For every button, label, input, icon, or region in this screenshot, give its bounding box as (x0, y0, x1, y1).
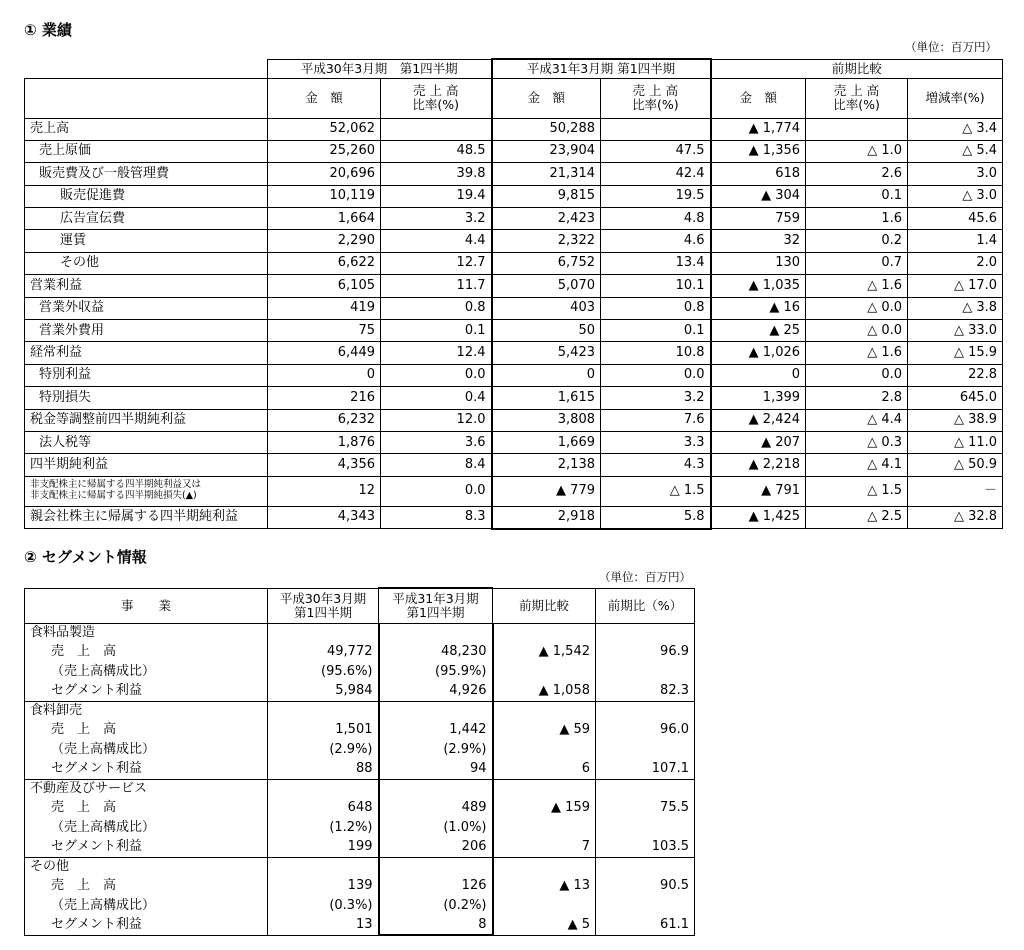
cell-r1: 0.0 (381, 476, 492, 506)
cell-r2: 0.8 (601, 297, 711, 319)
row-label: 販売費及び一般管理費 (25, 163, 268, 185)
cell-d: ▲ 304 (711, 185, 806, 207)
cell-r1: 0.4 (381, 387, 492, 409)
cell-d: ▲ 791 (711, 476, 806, 506)
cell-r2: 5.8 (601, 506, 711, 528)
cell-r1: 8.3 (381, 506, 492, 528)
row-label: 法人税等 (25, 431, 268, 453)
cell-g: △ 5.4 (908, 140, 1003, 162)
cell-dr: △ 0.0 (806, 297, 908, 319)
cell-a2: 2,322 (492, 230, 601, 252)
cell-a1: 216 (268, 387, 381, 409)
segment-name: 不動産及びサービス (25, 779, 268, 799)
cell-a2: 1,615 (492, 387, 601, 409)
cell-a2: 50 (492, 320, 601, 342)
cell-a1: 10,119 (268, 185, 381, 207)
row-label: 営業外収益 (25, 297, 268, 319)
row-label: 経常利益 (25, 342, 268, 364)
empty-cell (268, 623, 379, 643)
cell-g: 22.8 (908, 364, 1003, 386)
cell-r: 96.9 (596, 643, 695, 663)
cell-g: △ 33.0 (908, 320, 1003, 342)
cell-v2: 48,230 (379, 643, 493, 663)
cell-g: 645.0 (908, 387, 1003, 409)
cell-dr: △ 0.0 (806, 320, 908, 342)
amount-header: 金 額 (711, 78, 806, 118)
cell-r1: 0.8 (381, 297, 492, 319)
cell-a1: 20,696 (268, 163, 381, 185)
cell-v2: 126 (379, 877, 493, 897)
row-label: （売上高構成比） (25, 740, 268, 760)
cell-v2: 8 (379, 916, 493, 936)
cell-g: △ 3.8 (908, 297, 1003, 319)
cell-v1: 139 (268, 877, 379, 897)
prev-period-header: 平成30年3月期 第1四半期 (268, 588, 379, 623)
cell-r2: 10.8 (601, 342, 711, 364)
segment-name: 食料品製造 (25, 623, 268, 643)
empty-cell (493, 779, 596, 799)
cell-r1: 39.8 (381, 163, 492, 185)
cell-g: 45.6 (908, 208, 1003, 230)
row-label: 売 上 高 (25, 721, 268, 741)
cell-r2: 47.5 (601, 140, 711, 162)
row-label: （売上高構成比） (25, 896, 268, 916)
cell-r2: 4.8 (601, 208, 711, 230)
cell-d: ▲ 2,424 (711, 409, 806, 431)
row-label: 広告宣伝費 (25, 208, 268, 230)
table-row (25, 140, 1003, 162)
cell-g: △ 11.0 (908, 431, 1003, 453)
cell-dr: △ 1.6 (806, 275, 908, 297)
row-label: 営業外費用 (25, 320, 268, 342)
cell-r: 90.5 (596, 877, 695, 897)
segment-table (24, 587, 695, 936)
section1-title: ① 業績 (24, 21, 72, 39)
business-header: 事 業 (25, 588, 268, 623)
cell-r: 103.5 (596, 838, 695, 858)
table-row (25, 252, 1003, 274)
cell-d: ▲ 1,035 (711, 275, 806, 297)
cell-r2 (601, 118, 711, 140)
cell-d: ▲ 1,774 (711, 118, 806, 140)
section1-unit: （単位：百万円） (905, 40, 997, 54)
cell-v1: 13 (268, 916, 379, 936)
cell-v2: 94 (379, 760, 493, 780)
row-label: 売 上 高 (25, 643, 268, 663)
cell-v2: 206 (379, 838, 493, 858)
empty-cell (268, 857, 379, 877)
table-row (25, 799, 695, 819)
cell-v1: 88 (268, 760, 379, 780)
period-curr-header: 平成31年3月期 第1四半期 (492, 59, 711, 78)
cell-a2: 6,752 (492, 252, 601, 274)
cell-d: ▲ 25 (711, 320, 806, 342)
table-row (25, 721, 695, 741)
empty-cell (379, 779, 493, 799)
cell-v2: 1,442 (379, 721, 493, 741)
cell-d: ▲ 1,356 (711, 140, 806, 162)
cell-g: △ 50.9 (908, 454, 1003, 476)
cell-a1: 419 (268, 297, 381, 319)
change-rate-header: 増減率(%) (908, 78, 1003, 118)
cell-g: △ 32.8 (908, 506, 1003, 528)
cell-r1: 0.0 (381, 364, 492, 386)
cell-d: 618 (711, 163, 806, 185)
cell-dr: △ 2.5 (806, 506, 908, 528)
cell-g: △ 3.0 (908, 185, 1003, 207)
cell-r: 75.5 (596, 799, 695, 819)
cell-v1: (2.9%) (268, 740, 379, 760)
table-row (25, 230, 1003, 252)
empty-cell (379, 701, 493, 721)
cell-a2: 2,423 (492, 208, 601, 230)
cell-r: 96.0 (596, 721, 695, 741)
cell-d: ▲ 1,026 (711, 342, 806, 364)
cell-r (596, 896, 695, 916)
row-label: （売上高構成比） (25, 662, 268, 682)
cell-dr: 2.6 (806, 163, 908, 185)
table-row (25, 506, 1003, 528)
cell-v2: (1.0%) (379, 818, 493, 838)
row-label: 四半期純利益 (25, 454, 268, 476)
row-label: 売 上 高 (25, 877, 268, 897)
cell-r (596, 740, 695, 760)
cell-a2: 2,918 (492, 506, 601, 528)
table-row (25, 387, 1003, 409)
table-row (25, 431, 1003, 453)
table-row (25, 163, 1003, 185)
cell-r2: 3.3 (601, 431, 711, 453)
section2-title: ② セグメント情報 (24, 548, 147, 566)
cell-dr: 0.1 (806, 185, 908, 207)
cell-dr: △ 4.4 (806, 409, 908, 431)
cell-a1: 1,664 (268, 208, 381, 230)
segment-name: その他 (25, 857, 268, 877)
segment-header-row (25, 701, 695, 721)
cell-a2: ▲ 779 (492, 476, 601, 506)
ratio-header: 前期比（%） (596, 588, 695, 623)
row-label: （売上高構成比） (25, 818, 268, 838)
cell-dr: 0.0 (806, 364, 908, 386)
cell-dr: △ 4.1 (806, 454, 908, 476)
empty-cell (268, 701, 379, 721)
empty-cell (493, 701, 596, 721)
cell-r (596, 662, 695, 682)
cell-r2: 3.2 (601, 387, 711, 409)
cell-g: 1.4 (908, 230, 1003, 252)
cell-d: 32 (711, 230, 806, 252)
cell-a1: 25,260 (268, 140, 381, 162)
table-row (25, 682, 695, 702)
cell-dr: 2.8 (806, 387, 908, 409)
cell-r1: 0.1 (381, 320, 492, 342)
cell-a1: 52,062 (268, 118, 381, 140)
cell-a2: 403 (492, 297, 601, 319)
cell-a2: 2,138 (492, 454, 601, 476)
cell-r2: 19.5 (601, 185, 711, 207)
empty-cell (379, 857, 493, 877)
empty-cell (596, 701, 695, 721)
cell-g: △ 38.9 (908, 409, 1003, 431)
table-row (25, 208, 1003, 230)
results-table (24, 58, 1003, 530)
cell-r1: 4.4 (381, 230, 492, 252)
cell-d: 130 (711, 252, 806, 274)
cell-a2: 5,070 (492, 275, 601, 297)
cell-g: △ 15.9 (908, 342, 1003, 364)
cell-r2: 13.4 (601, 252, 711, 274)
cell-a1: 2,290 (268, 230, 381, 252)
cell-a2: 1,669 (492, 431, 601, 453)
segment-name: 食料卸売 (25, 701, 268, 721)
row-label: セグメント利益 (25, 838, 268, 858)
table-row (25, 818, 695, 838)
cell-v1: (0.3%) (268, 896, 379, 916)
cell-r2: 42.4 (601, 163, 711, 185)
ratio-header: 売 上 高 比率(%) (806, 78, 908, 118)
cell-d: ▲ 207 (711, 431, 806, 453)
empty-cell (596, 623, 695, 643)
table-row (25, 643, 695, 663)
empty-cell (493, 623, 596, 643)
cell-r: 107.1 (596, 760, 695, 780)
cell-a2: 50,288 (492, 118, 601, 140)
cell-dr: △ 0.3 (806, 431, 908, 453)
row-label: 売上原価 (25, 140, 268, 162)
cell-a1: 4,343 (268, 506, 381, 528)
cell-a1: 4,356 (268, 454, 381, 476)
row-label: その他 (25, 252, 268, 274)
cell-dr (806, 118, 908, 140)
cell-a2: 3,808 (492, 409, 601, 431)
cell-a1: 75 (268, 320, 381, 342)
cell-a1: 6,622 (268, 252, 381, 274)
cell-v1: 1,501 (268, 721, 379, 741)
segment-header-row (25, 623, 695, 643)
curr-period-header: 平成31年3月期 第1四半期 (379, 588, 493, 623)
cell-r1: 12.4 (381, 342, 492, 364)
table-row (25, 662, 695, 682)
cell-dr: 0.2 (806, 230, 908, 252)
table-row (25, 454, 1003, 476)
table-row (25, 320, 1003, 342)
cell-v1: 49,772 (268, 643, 379, 663)
cell-r1: 12.0 (381, 409, 492, 431)
cell-d: 6 (493, 760, 596, 780)
cell-g: △ 3.4 (908, 118, 1003, 140)
row-label: セグメント利益 (25, 916, 268, 936)
cell-r: 61.1 (596, 916, 695, 936)
cell-a1: 6,105 (268, 275, 381, 297)
cell-g: 3.0 (908, 163, 1003, 185)
compare-header: 前期比較 (493, 588, 596, 623)
cell-d: ▲ 59 (493, 721, 596, 741)
cell-r1: 8.4 (381, 454, 492, 476)
cell-v2: 4,926 (379, 682, 493, 702)
compare-header: 前期比較 (711, 59, 1003, 78)
table-row (25, 896, 695, 916)
cell-d (493, 740, 596, 760)
cell-r (596, 818, 695, 838)
cell-r: 82.3 (596, 682, 695, 702)
ratio-header: 売 上 高 比率(%) (601, 78, 711, 118)
cell-g: － (908, 476, 1003, 506)
cell-r2: 0.1 (601, 320, 711, 342)
cell-d: ▲ 13 (493, 877, 596, 897)
empty-cell (596, 779, 695, 799)
cell-r1: 19.4 (381, 185, 492, 207)
table-row (25, 118, 1003, 140)
cell-v1: 199 (268, 838, 379, 858)
row-label: 販売促進費 (25, 185, 268, 207)
amount-header: 金 額 (492, 78, 601, 118)
table-row (25, 185, 1003, 207)
table-row (25, 740, 695, 760)
amount-header: 金 額 (268, 78, 381, 118)
cell-v2: (2.9%) (379, 740, 493, 760)
table-row (25, 342, 1003, 364)
cell-dr: △ 1.5 (806, 476, 908, 506)
empty-cell (379, 623, 493, 643)
table-row (25, 838, 695, 858)
cell-r1: 11.7 (381, 275, 492, 297)
cell-d: 0 (711, 364, 806, 386)
cell-d: 7 (493, 838, 596, 858)
cell-r2: 7.6 (601, 409, 711, 431)
cell-v1: 5,984 (268, 682, 379, 702)
cell-a2: 21,314 (492, 163, 601, 185)
cell-a2: 9,815 (492, 185, 601, 207)
empty-cell (268, 779, 379, 799)
table-row (25, 760, 695, 780)
cell-r1: 48.5 (381, 140, 492, 162)
row-label: 売 上 高 (25, 799, 268, 819)
row-label: 特別利益 (25, 364, 268, 386)
cell-v2: (95.9%) (379, 662, 493, 682)
row-label: セグメント利益 (25, 760, 268, 780)
table-row (25, 409, 1003, 431)
cell-r2: 10.1 (601, 275, 711, 297)
row-label: 税金等調整前四半期純利益 (25, 409, 268, 431)
cell-d: ▲ 1,425 (711, 506, 806, 528)
ratio-header: 売 上 高 比率(%) (381, 78, 492, 118)
cell-dr: △ 1.0 (806, 140, 908, 162)
cell-v1: (95.6%) (268, 662, 379, 682)
cell-a2: 0 (492, 364, 601, 386)
cell-d: ▲ 5 (493, 916, 596, 936)
section2-unit: （単位：百万円） (599, 570, 691, 584)
cell-a1: 6,232 (268, 409, 381, 431)
cell-v1: 648 (268, 799, 379, 819)
table-row (25, 476, 1003, 506)
cell-d (493, 662, 596, 682)
cell-r2: 4.6 (601, 230, 711, 252)
period-prev-header: 平成30年3月期 第1四半期 (268, 59, 492, 78)
row-label: 非支配株主に帰属する四半期純利益又は 非支配株主に帰属する四半期純損失(▲) (25, 476, 268, 506)
cell-d: ▲ 1,058 (493, 682, 596, 702)
cell-dr: 0.7 (806, 252, 908, 274)
cell-r1: 3.6 (381, 431, 492, 453)
empty-cell (596, 857, 695, 877)
cell-v1: (1.2%) (268, 818, 379, 838)
cell-r2: 0.0 (601, 364, 711, 386)
cell-r1: 3.2 (381, 208, 492, 230)
cell-g: 2.0 (908, 252, 1003, 274)
segment-header-row (25, 857, 695, 877)
cell-r2: △ 1.5 (601, 476, 711, 506)
cell-g: △ 17.0 (908, 275, 1003, 297)
table-row (25, 297, 1003, 319)
cell-d: ▲ 2,218 (711, 454, 806, 476)
cell-d (493, 896, 596, 916)
cell-a1: 12 (268, 476, 381, 506)
row-label: 運賃 (25, 230, 268, 252)
table-row (25, 877, 695, 897)
cell-d: ▲ 1,542 (493, 643, 596, 663)
table-row (25, 916, 695, 936)
cell-a1: 0 (268, 364, 381, 386)
cell-r1: 12.7 (381, 252, 492, 274)
cell-dr: 1.6 (806, 208, 908, 230)
row-label: 親会社株主に帰属する四半期純利益 (25, 506, 268, 528)
cell-a2: 23,904 (492, 140, 601, 162)
row-label: 特別損失 (25, 387, 268, 409)
cell-r1 (381, 118, 492, 140)
table-row (25, 364, 1003, 386)
cell-v2: (0.2%) (379, 896, 493, 916)
cell-d: 1,399 (711, 387, 806, 409)
empty-cell (493, 857, 596, 877)
row-label: 営業利益 (25, 275, 268, 297)
segment-header-row (25, 779, 695, 799)
cell-r2: 4.3 (601, 454, 711, 476)
cell-dr: △ 1.6 (806, 342, 908, 364)
table-row (25, 275, 1003, 297)
cell-a1: 1,876 (268, 431, 381, 453)
cell-d: ▲ 16 (711, 297, 806, 319)
row-label: セグメント利益 (25, 682, 268, 702)
cell-d: ▲ 159 (493, 799, 596, 819)
cell-v2: 489 (379, 799, 493, 819)
cell-a2: 5,423 (492, 342, 601, 364)
cell-d: 759 (711, 208, 806, 230)
row-label: 売上高 (25, 118, 268, 140)
cell-a1: 6,449 (268, 342, 381, 364)
cell-d (493, 818, 596, 838)
